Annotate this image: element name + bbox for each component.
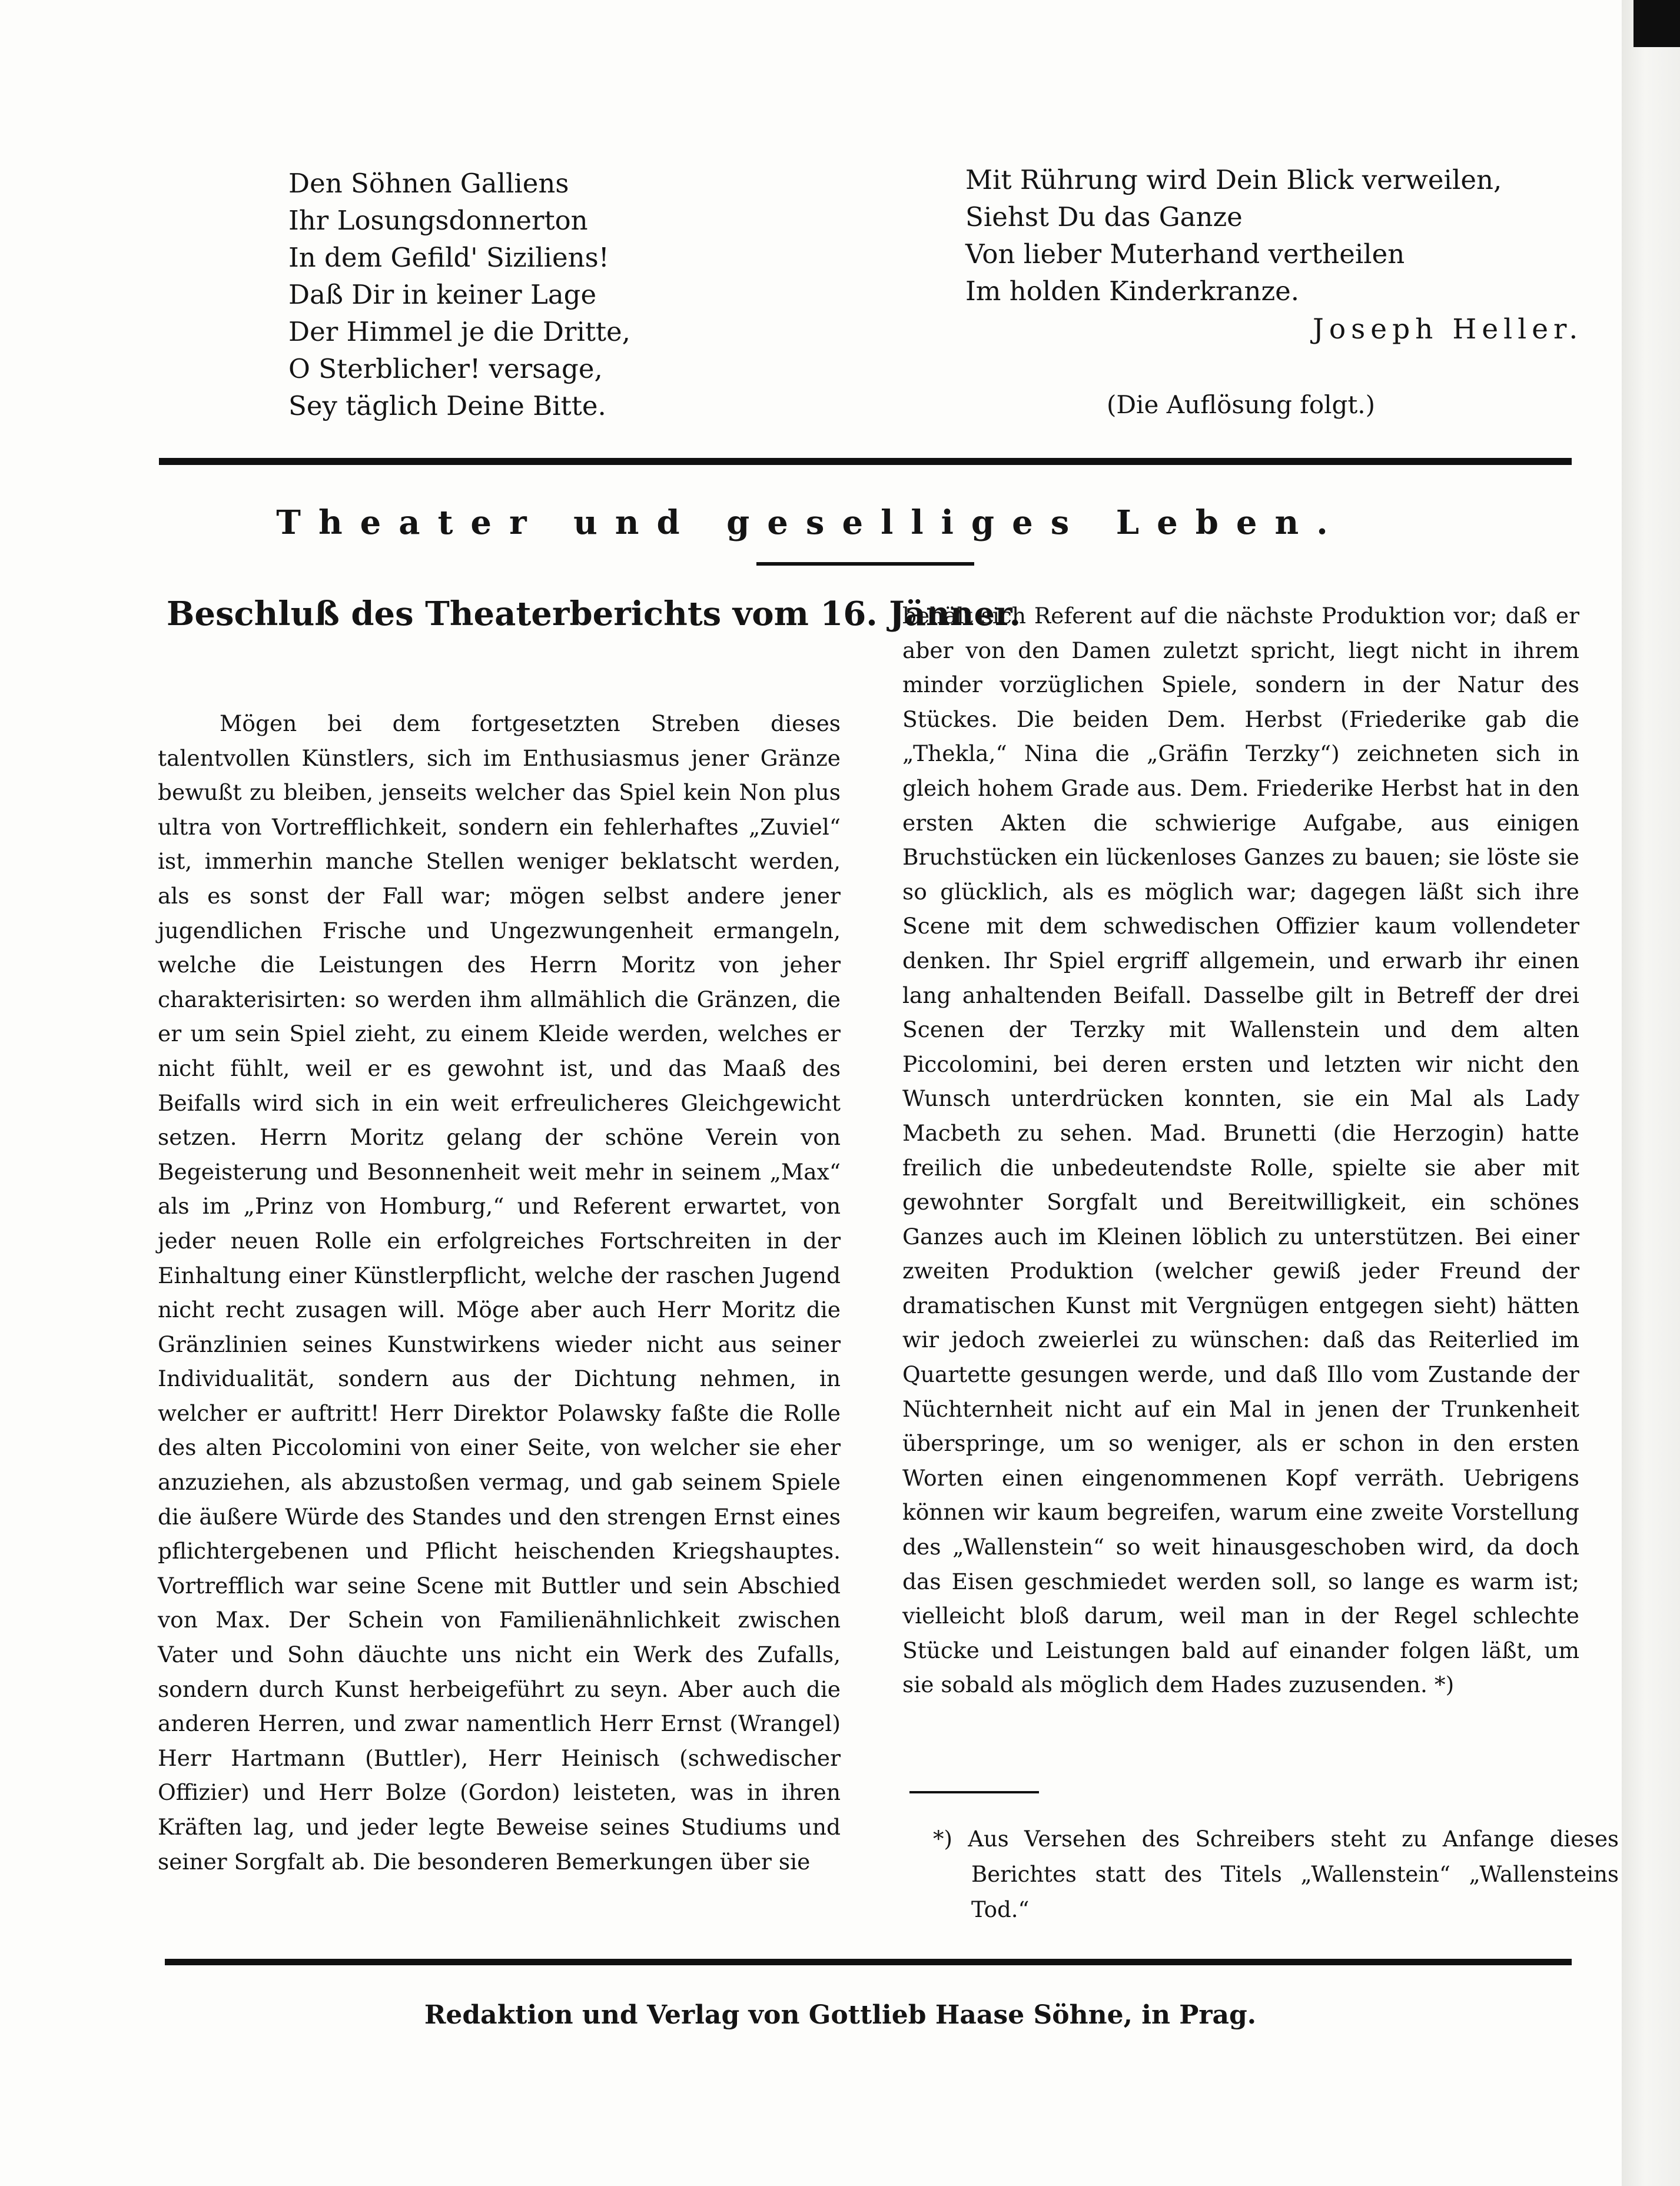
scan-corner-mark [1633, 0, 1680, 47]
article-column-left [158, 706, 841, 1879]
footnote: *) Aus Versehen des Schreibers steht zu Anfange dieses Berichtes statt des Titels „Wallenstein“ „Wallensteins Tod.“ [933, 1826, 1619, 1922]
poem-line: Mit Rührung wird Dein Blick verweilen, [965, 164, 1502, 195]
poem-line: O Sterblicher! versage, [288, 353, 603, 384]
poem-line: Daß Dir in keiner Lage [288, 279, 597, 310]
article-paragraph: behält sich Referent auf die nächste Produktion vor; daß er aber von den Damen zuletzt spricht, liegt nicht in ihrem minder vorzüglichen Spiele, sondern in der Natur des Stückes. Die beiden Dem. Herbst (Friederike gab die „Thekla,“ Nina die „Gräfin Terzky“) zeichneten sich in gleich hohem Grade aus. Dem. Friederike Herbst hat in den ersten Akten die schwierige Aufgabe, aus einigen Bruchstücken ein lückenloses Ganzes zu bauen; sie löste sie so glücklich, als es möglich war; dagegen läßt sich ihre Scene mit dem schwedischen Offizier kaum vollendeter denken. Ihr Spiel ergriff allgemein, und erwarb ihr einen lang anhaltenden Beifall. Dasselbe gilt in Betreff der drei Scenen der Terzky mit Wallenstein und dem alten Piccolomini, bei deren ersten und letzten wir nicht den Wunsch unterdrücken konnten, sie ein Mal als Lady Macbeth zu sehen. Mad. Brunetti (die Herzogin) hatte freilich die unbedeutendste Rolle, spielte sie aber mit gewohnter Sorgfalt und Bereitwilligkeit, ein schönes Ganzes auch im Kleinen löblich zu unterstützen. Bei einer zweiten Produktion (welcher gewiß jeder Freund der dramatischen Kunst mit Vergnügen entgegen sieht) hätten wir jedoch zweierlei zu wünschen: daß das Reiterlied im Quartette gesungen werde, und daß Illo vom Zustande der Nüchternheit nicht auf ein Mal in jenen der Trunkenheit überspringe, um so weniger, als er schon in den ersten Worten einen eingenommenen Kopf verräth. Uebrigens können wir kaum begreifen, warum eine zweite Vorstellung des „Wallenstein“ so weit hinausgeschoben wird, da doch das Eisen geschmiedet werden soll, so lange es warm ist; vielleicht bloß darum, weil man in der Regel schlechte Stücke und Leistungen bald auf einander folgen läßt, um sie sobald als möglich dem Hades zuzusenden. *) [902, 603, 1579, 1698]
resolution-note: (Die Auflösung folgt.) [1107, 390, 1376, 419]
article-heading: Beschluß des Theaterberichts vom 16. Jänner. [167, 594, 1021, 633]
imprint: Redaktion und Verlag von Gottlieb Haase Söhne, in Prag. [424, 2000, 1257, 2030]
poem-line: Der Himmel je die Dritte, [288, 316, 630, 347]
imprint-divider [165, 1959, 1572, 1965]
poem-line: Siehst Du das Ganze [965, 201, 1243, 232]
section-title: Theater und geselliges Leben. [276, 503, 1346, 542]
poem-line: Ihr Losungsdonnerton [288, 205, 588, 236]
poem-author: Joseph Heller. [1313, 313, 1583, 345]
title-underline [756, 562, 974, 566]
poem-line: Den Söhnen Galliens [288, 168, 569, 199]
poem-right [965, 161, 1502, 310]
article-paragraph: Mögen bei dem fortgesetzten Streben dieses talentvollen Künstlers, sich im Enthusiasmus jener Gränze bewußt zu bleiben, jenseits welcher das Spiel kein Non plus ultra von Vortrefflichkeit, sondern ein fehlerhaftes „Zuviel“ ist, immerhin manche Stellen weniger beklatscht werden, als es sonst der Fall war; mögen selbst andere jener jugendlichen Frische und Ungezwungenheit ermangeln, welche die Leistungen des Herrn Moritz von jeher charakterisirten: so werden ihm allmählich die Gränzen, die er um sein Spiel zieht, zu einem Kleide werden, welches er nicht fühlt, weil er es gewohnt ist, und das Maaß des Beifalls wird sich in ein weit erfreulicheres Gleichgewicht setzen. Herrn Moritz gelang der schöne Verein von Begeisterung und Besonnenheit weit mehr in seinem „Max“ als im „Prinz von Homburg,“ und Referent erwartet, von jeder neuen Rolle ein erfolgreiches Fortschreiten in der Einhaltung einer Künstlerpflicht, welche der raschen Jugend nicht recht zusagen will. Möge aber auch Herr Moritz die Gränzlinien seines Kunstwirkens wieder nicht aus seiner Individualität, sondern aus der Dichtung nehmen, in welcher er auftritt! Herr Direktor Polawsky faßte die Rolle des alten Piccolomini von einer Seite, von welcher sie eher anzuziehen, als abzustoßen vermag, und gab seinem Spiele die äußere Würde des Standes und den strengen Ernst eines pflichtergebenen und Pflicht heischenden Kriegshauptes. Vortrefflich war seine Scene mit Buttler und sein Abschied von Max. Der Schein von Familienähnlichkeit zwischen Vater und Sohn däuchte uns nicht ein Werk des Zufalls, sondern durch Kunst herbeigeführt zu seyn. Aber auch die anderen Herren, und zwar namentlich Herr Ernst (Wrangel) Herr Hartmann (Buttler), Herr Heinisch (schwedischer Offizier) und Herr Bolze (Gordon) leisteten, was in ihren Kräften lag, und jeder legte Beweise seines Studiums und seiner Sorgfalt ab. Die besonderen Bemerkungen über sie [158, 710, 841, 1875]
article-column-right [902, 599, 1579, 1702]
poem-line: In dem Gefild' Siziliens! [288, 242, 609, 273]
poem-line: Im holden Kinderkranze. [965, 275, 1300, 307]
section-divider [159, 458, 1572, 465]
poem-left [288, 165, 630, 424]
poem-line: Sey täglich Deine Bitte. [288, 390, 606, 421]
poem-line: Von lieber Muterhand vertheilen [965, 238, 1405, 270]
page-edge-shadow [1622, 0, 1680, 2186]
footnote-rule [909, 1791, 1039, 1793]
